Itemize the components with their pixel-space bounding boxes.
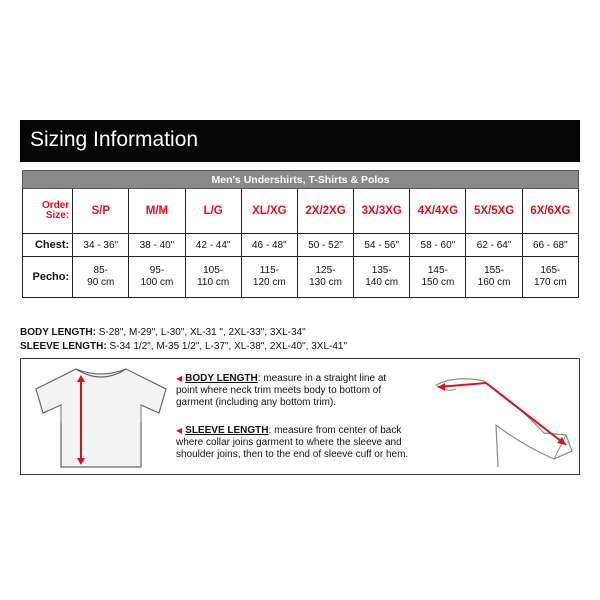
pecho-label: Pecho: — [23, 257, 73, 298]
size-cell: S/P — [73, 189, 129, 234]
size-cell: 2X/2XG — [297, 189, 353, 234]
size-cell: 3X/3XG — [354, 189, 410, 234]
red-arrow-icon: ◀ — [176, 374, 183, 383]
pecho-cell: 155- 160 cm — [466, 257, 522, 298]
order-size-row — [23, 189, 579, 234]
pecho-cell: 105- 110 cm — [185, 257, 241, 298]
chest-row — [23, 234, 579, 257]
size-cell: 6X/6XG — [522, 189, 578, 234]
sleeve-measure-icon — [426, 363, 576, 471]
page-title: Sizing Information — [30, 128, 199, 151]
sleeve-length-description: ◀ SLEEVE LENGTH: measure from center of back where collar joins garment to where the sleeve and shoulder joins, then to the end of sleeve cuff or hem. — [176, 425, 409, 460]
pecho-cell: 165- 170 cm — [522, 257, 578, 298]
measurement-diagram — [20, 358, 580, 475]
chest-cell: 66 - 68" — [522, 234, 578, 257]
pecho-cell: 115- 120 cm — [241, 257, 297, 298]
body-length-line: BODY LENGTH: S-28", M-29", L-30", XL-31 ", 2XL-33", 3XL-34" — [20, 327, 306, 338]
chest-cell: 62 - 64" — [466, 234, 522, 257]
chest-cell: 34 - 36" — [73, 234, 129, 257]
body-length-description: ◀ BODY LENGTH: measure in a straight line at point where neck trim meets body to bottom of garment (including any bottom trim). — [176, 373, 387, 408]
table-caption: Men's Undershirts, T-Shirts & Polos — [23, 171, 579, 189]
tshirt-front-icon — [31, 363, 171, 471]
size-chart-table — [22, 170, 579, 298]
chest-cell: 50 - 52" — [297, 234, 353, 257]
pecho-cell: 95- 100 cm — [129, 257, 185, 298]
size-cell: XL/XG — [241, 189, 297, 234]
order-size-label: Order Size: — [23, 189, 73, 234]
pecho-cell: 145- 150 cm — [410, 257, 466, 298]
chest-cell: 38 - 40" — [129, 234, 185, 257]
length-notes — [20, 326, 347, 354]
red-arrow-icon: ◀ — [176, 426, 183, 435]
chest-cell: 58 - 60" — [410, 234, 466, 257]
size-cell: L/G — [185, 189, 241, 234]
pecho-cell: 135- 140 cm — [354, 257, 410, 298]
size-cell: 4X/4XG — [410, 189, 466, 234]
chest-cell: 42 - 44" — [185, 234, 241, 257]
chest-cell: 54 - 56" — [354, 234, 410, 257]
pecho-row — [23, 257, 579, 298]
chest-label: Chest: — [23, 234, 73, 257]
size-cell: M/M — [129, 189, 185, 234]
size-cell: 5X/5XG — [466, 189, 522, 234]
sleeve-length-line: SLEEVE LENGTH: S-34 1/2", M-35 1/2", L-37", XL-38", 2XL-40", 3XL-41" — [20, 341, 348, 352]
pecho-cell: 85- 90 cm — [73, 257, 129, 298]
pecho-cell: 125- 130 cm — [297, 257, 353, 298]
chest-cell: 46 - 48" — [241, 234, 297, 257]
title-bar — [20, 120, 580, 162]
